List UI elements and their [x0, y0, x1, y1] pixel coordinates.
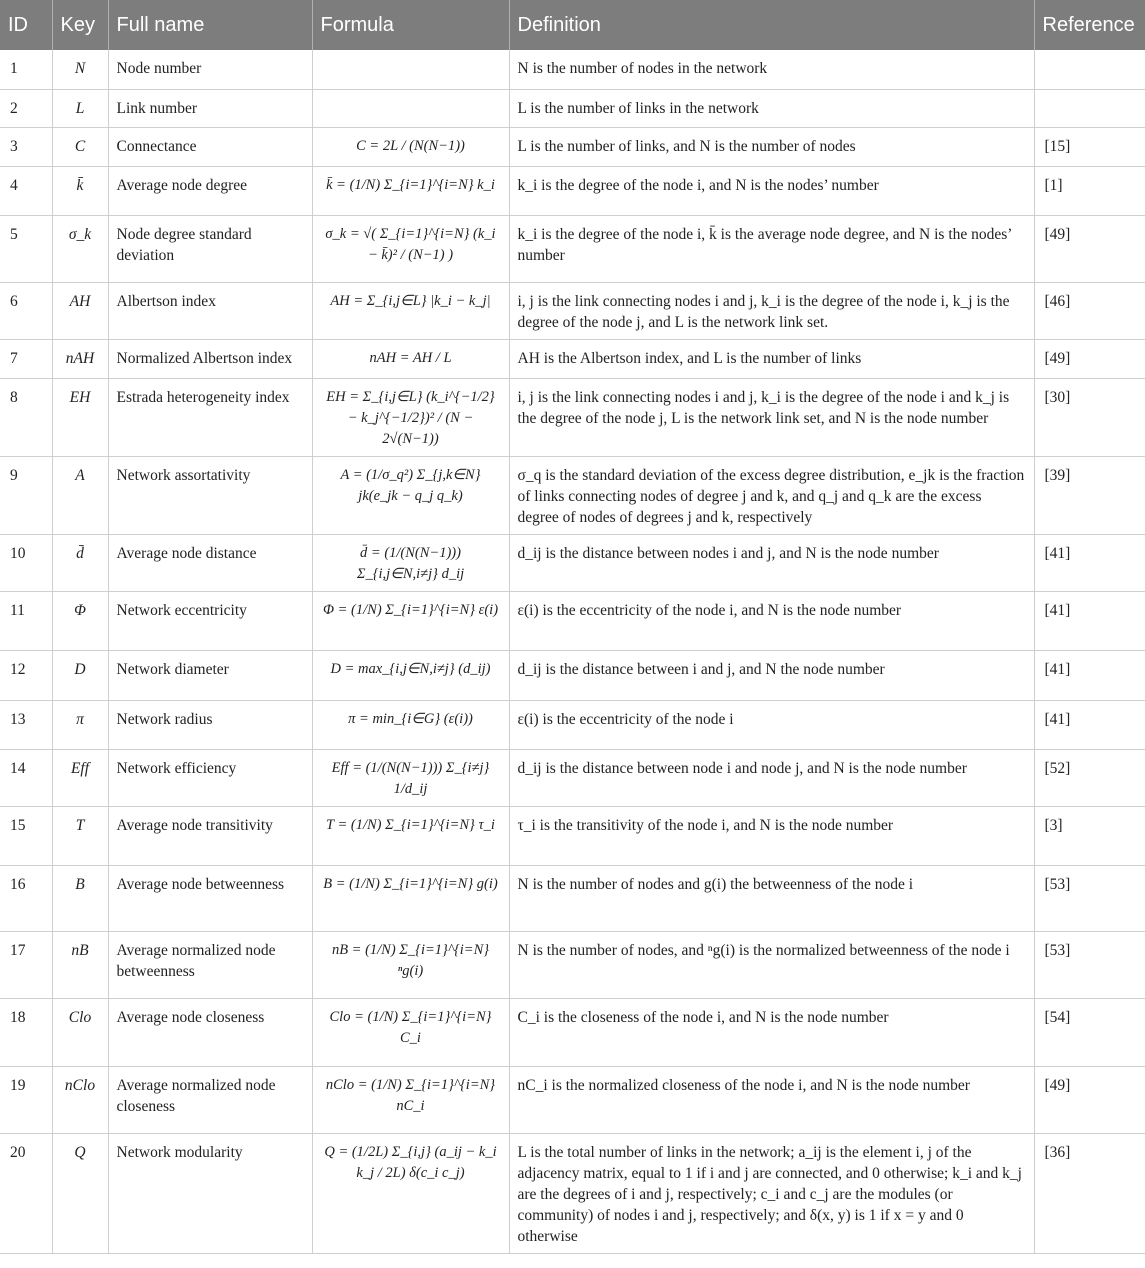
row-definition: i, j is the link connecting nodes i and j, k_i is the degree of the node i, k_j is the degree of the node j, and L is the network link set. — [509, 282, 1034, 339]
row-reference: [3] — [1034, 806, 1145, 865]
row-id: 16 — [0, 865, 52, 931]
row-key: C — [52, 127, 108, 166]
row-formula: Q = (1/2L) Σ_{i,j} (a_ij − k_i k_j / 2L) δ(c_i c_j) — [312, 1133, 509, 1253]
row-formula: C = 2L / (N(N−1)) — [312, 127, 509, 166]
row-key: Φ — [52, 591, 108, 650]
row-key: nAH — [52, 339, 108, 378]
header-formula: Formula — [312, 0, 509, 50]
row-id: 1 — [0, 50, 52, 89]
row-definition: C_i is the closeness of the node i, and N is the node number — [509, 998, 1034, 1066]
row-reference: [39] — [1034, 456, 1145, 534]
row-id: 15 — [0, 806, 52, 865]
row-id: 7 — [0, 339, 52, 378]
row-key: k̄ — [52, 166, 108, 215]
row-reference: [41] — [1034, 534, 1145, 591]
row-id: 10 — [0, 534, 52, 591]
table-row — [0, 282, 1145, 339]
row-key: nClo — [52, 1066, 108, 1133]
row-id: 3 — [0, 127, 52, 166]
table-row — [0, 50, 1145, 89]
row-formula: EH = Σ_{i,j∈L} (k_i^{−1/2} − k_j^{−1/2})² / (N − 2√(N−1)) — [312, 378, 509, 456]
row-reference: [49] — [1034, 215, 1145, 282]
row-reference: [41] — [1034, 650, 1145, 700]
header-id: ID — [0, 0, 52, 50]
row-full-name: Average node betweenness — [108, 865, 312, 931]
header-reference: Reference — [1034, 0, 1145, 50]
row-key: d̄ — [52, 534, 108, 591]
row-formula: D = max_{i,j∈N,i≠j} (d_ij) — [312, 650, 509, 700]
row-formula: d̄ = (1/(N(N−1))) Σ_{i,j∈N,i≠j} d_ij — [312, 534, 509, 591]
row-key: nB — [52, 931, 108, 998]
row-definition: k_i is the degree of the node i, k̄ is the average node degree, and N is the nodes’ number — [509, 215, 1034, 282]
row-reference: [49] — [1034, 339, 1145, 378]
row-key: L — [52, 89, 108, 127]
row-full-name: Network assortativity — [108, 456, 312, 534]
row-full-name: Node number — [108, 50, 312, 89]
row-reference: [36] — [1034, 1133, 1145, 1253]
row-formula — [312, 89, 509, 127]
row-formula: k̄ = (1/N) Σ_{i=1}^{i=N} k_i — [312, 166, 509, 215]
header-full-name: Full name — [108, 0, 312, 50]
row-full-name: Network modularity — [108, 1133, 312, 1253]
row-key: Eff — [52, 749, 108, 806]
table-row — [0, 650, 1145, 700]
table-row — [0, 339, 1145, 378]
row-id: 5 — [0, 215, 52, 282]
row-formula: B = (1/N) Σ_{i=1}^{i=N} g(i) — [312, 865, 509, 931]
table-row — [0, 127, 1145, 166]
table-row — [0, 931, 1145, 998]
row-formula: Clo = (1/N) Σ_{i=1}^{i=N} C_i — [312, 998, 509, 1066]
row-reference: [53] — [1034, 865, 1145, 931]
row-definition: L is the number of links in the network — [509, 89, 1034, 127]
row-key: π — [52, 700, 108, 749]
row-formula: nAH = AH / L — [312, 339, 509, 378]
row-id: 12 — [0, 650, 52, 700]
header-row — [0, 0, 1145, 50]
row-formula: AH = Σ_{i,j∈L} |k_i − k_j| — [312, 282, 509, 339]
row-reference: [53] — [1034, 931, 1145, 998]
row-full-name: Average node closeness — [108, 998, 312, 1066]
header-key: Key — [52, 0, 108, 50]
row-definition: N is the number of nodes and g(i) the betweenness of the node i — [509, 865, 1034, 931]
row-definition: d_ij is the distance between i and j, and N the node number — [509, 650, 1034, 700]
row-id: 11 — [0, 591, 52, 650]
row-definition: i, j is the link connecting nodes i and j, k_i is the degree of the node i and k_j is the degree of the node j, L is the network link set, and N is the node number — [509, 378, 1034, 456]
table-row — [0, 215, 1145, 282]
table-row — [0, 749, 1145, 806]
row-key: T — [52, 806, 108, 865]
row-full-name: Average normalized node betweenness — [108, 931, 312, 998]
row-definition: L is the number of links, and N is the number of nodes — [509, 127, 1034, 166]
row-key: EH — [52, 378, 108, 456]
row-full-name: Average node distance — [108, 534, 312, 591]
row-full-name: Average node transitivity — [108, 806, 312, 865]
table-row — [0, 591, 1145, 650]
row-definition: ε(i) is the eccentricity of the node i, and N is the node number — [509, 591, 1034, 650]
table-row — [0, 700, 1145, 749]
row-id: 9 — [0, 456, 52, 534]
row-reference: [30] — [1034, 378, 1145, 456]
row-key: A — [52, 456, 108, 534]
row-id: 17 — [0, 931, 52, 998]
row-definition: k_i is the degree of the node i, and N is the nodes’ number — [509, 166, 1034, 215]
row-full-name: Average normalized node closeness — [108, 1066, 312, 1133]
row-definition: ε(i) is the eccentricity of the node i — [509, 700, 1034, 749]
row-formula: T = (1/N) Σ_{i=1}^{i=N} τ_i — [312, 806, 509, 865]
row-id: 13 — [0, 700, 52, 749]
row-definition: N is the number of nodes in the network — [509, 50, 1034, 89]
table-row — [0, 1133, 1145, 1253]
row-id: 2 — [0, 89, 52, 127]
row-key: N — [52, 50, 108, 89]
row-key: Q — [52, 1133, 108, 1253]
row-key: σ_k — [52, 215, 108, 282]
row-definition: τ_i is the transitivity of the node i, and N is the node number — [509, 806, 1034, 865]
row-id: 6 — [0, 282, 52, 339]
row-full-name: Normalized Albertson index — [108, 339, 312, 378]
row-full-name: Network efficiency — [108, 749, 312, 806]
row-formula: Eff = (1/(N(N−1))) Σ_{i≠j} 1/d_ij — [312, 749, 509, 806]
row-full-name: Link number — [108, 89, 312, 127]
row-id: 20 — [0, 1133, 52, 1253]
row-formula: π = min_{i∈G} (ε(i)) — [312, 700, 509, 749]
row-reference: [49] — [1034, 1066, 1145, 1133]
row-definition: L is the total number of links in the network; a_ij is the element i, j of the adjacency matrix, equal to 1 if i and j are connected, and 0 otherwise; k_i and k_j are the degrees of i and j, respectively; c_i and c_j are the modules (or community) of nodes i and j, respectively; and δ(x, y) is 1 if x = y and 0 otherwise — [509, 1133, 1034, 1253]
table-row — [0, 378, 1145, 456]
row-id: 18 — [0, 998, 52, 1066]
row-id: 4 — [0, 166, 52, 215]
row-key: Clo — [52, 998, 108, 1066]
header-definition: Definition — [509, 0, 1034, 50]
row-reference: [52] — [1034, 749, 1145, 806]
row-full-name: Network eccentricity — [108, 591, 312, 650]
row-reference: [41] — [1034, 700, 1145, 749]
row-id: 8 — [0, 378, 52, 456]
row-reference: [15] — [1034, 127, 1145, 166]
row-formula: A = (1/σ_q²) Σ_{j,k∈N} jk(e_jk − q_j q_k) — [312, 456, 509, 534]
row-key: D — [52, 650, 108, 700]
table-row — [0, 806, 1145, 865]
row-full-name: Connectance — [108, 127, 312, 166]
row-reference — [1034, 50, 1145, 89]
row-id: 19 — [0, 1066, 52, 1133]
row-id: 14 — [0, 749, 52, 806]
row-key: AH — [52, 282, 108, 339]
row-definition: N is the number of nodes, and ⁿg(i) is the normalized betweenness of the node i — [509, 931, 1034, 998]
row-full-name: Albertson index — [108, 282, 312, 339]
row-definition: d_ij is the distance between node i and node j, and N is the node number — [509, 749, 1034, 806]
row-formula: nB = (1/N) Σ_{i=1}^{i=N} ⁿg(i) — [312, 931, 509, 998]
row-full-name: Network radius — [108, 700, 312, 749]
table-row — [0, 456, 1145, 534]
row-full-name: Estrada heterogeneity index — [108, 378, 312, 456]
row-key: B — [52, 865, 108, 931]
row-full-name: Node degree standard deviation — [108, 215, 312, 282]
table-row — [0, 1066, 1145, 1133]
row-reference: [1] — [1034, 166, 1145, 215]
row-reference: [54] — [1034, 998, 1145, 1066]
table-row — [0, 865, 1145, 931]
table-row — [0, 998, 1145, 1066]
row-formula: Φ = (1/N) Σ_{i=1}^{i=N} ε(i) — [312, 591, 509, 650]
row-reference — [1034, 89, 1145, 127]
row-formula: σ_k = √( Σ_{i=1}^{i=N} (k_i − k̄)² / (N−1) ) — [312, 215, 509, 282]
table-row — [0, 166, 1145, 215]
row-reference: [46] — [1034, 282, 1145, 339]
row-full-name: Network diameter — [108, 650, 312, 700]
row-definition: nC_i is the normalized closeness of the node i, and N is the node number — [509, 1066, 1034, 1133]
row-definition: σ_q is the standard deviation of the excess degree distribution, e_jk is the fraction of links connecting nodes of degree j and k, and q_j and q_k are the excess degree of nodes of degrees j and k, respectively — [509, 456, 1034, 534]
table-row — [0, 89, 1145, 127]
table-body — [0, 50, 1145, 1253]
row-reference: [41] — [1034, 591, 1145, 650]
row-full-name: Average node degree — [108, 166, 312, 215]
row-definition: AH is the Albertson index, and L is the number of links — [509, 339, 1034, 378]
row-definition: d_ij is the distance between nodes i and j, and N is the node number — [509, 534, 1034, 591]
row-formula — [312, 50, 509, 89]
table-row — [0, 534, 1145, 591]
row-formula: nClo = (1/N) Σ_{i=1}^{i=N} nC_i — [312, 1066, 509, 1133]
